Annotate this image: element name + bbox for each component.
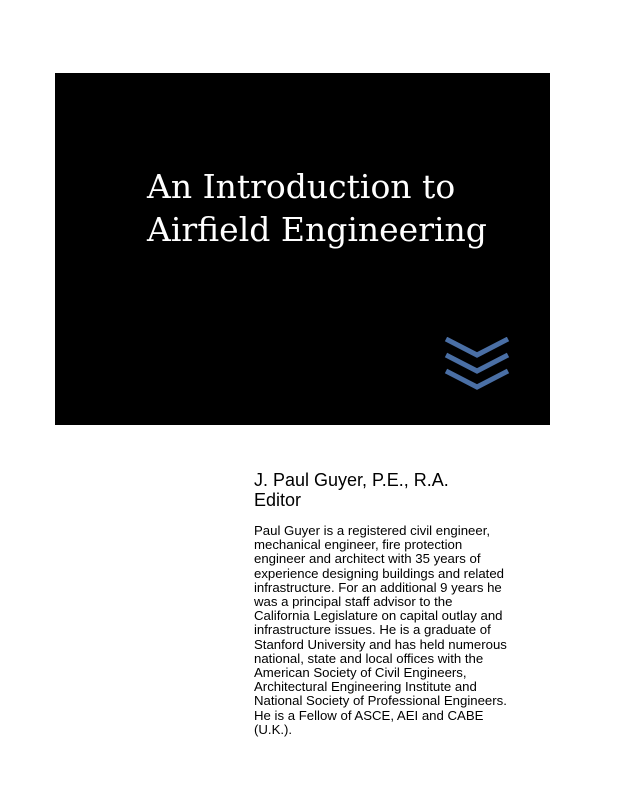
bio-line: (U.K.). [254,721,293,737]
book-title-line-1: An Introduction to [147,167,456,206]
author-block [254,470,614,737]
book-title [147,165,487,251]
bio-line: national, state and local offices with the [254,650,484,666]
bio-line: Paul Guyer is a registered civil engineer, [254,523,491,538]
bio-line: infrastructure. For an additional 9 years he [254,579,502,595]
bio-line: Architectural Engineering Institute and [254,679,477,695]
bio-line: mechanical engineer, fire protection [254,537,463,553]
author-bio [254,524,614,737]
bio-line: California Legislature on capital outlay and [254,608,503,624]
author-role: Editor [254,490,302,510]
book-title-line-2: Airfield Engineering [147,210,487,249]
bio-line: was a principal staff advisor to the [254,594,453,610]
bio-line: experience designing buildings and related [254,565,505,581]
bio-line: engineer and architect with 35 years of [254,551,481,567]
author-name: J. Paul Guyer, P.E., R.A. [254,470,449,490]
bio-line: National Society of Professional Engineers. [254,693,507,709]
cover-block [55,73,550,425]
bio-line: He is a Fellow of ASCE, AEI and CABE [254,707,484,723]
bio-line: infrastructure issues. He is a graduate of [254,622,491,638]
bio-line: Stanford University and has held numerous [254,636,507,652]
triple-chevron-down-icon [444,337,510,391]
bio-line: American Society of Civil Engineers, [254,665,467,681]
